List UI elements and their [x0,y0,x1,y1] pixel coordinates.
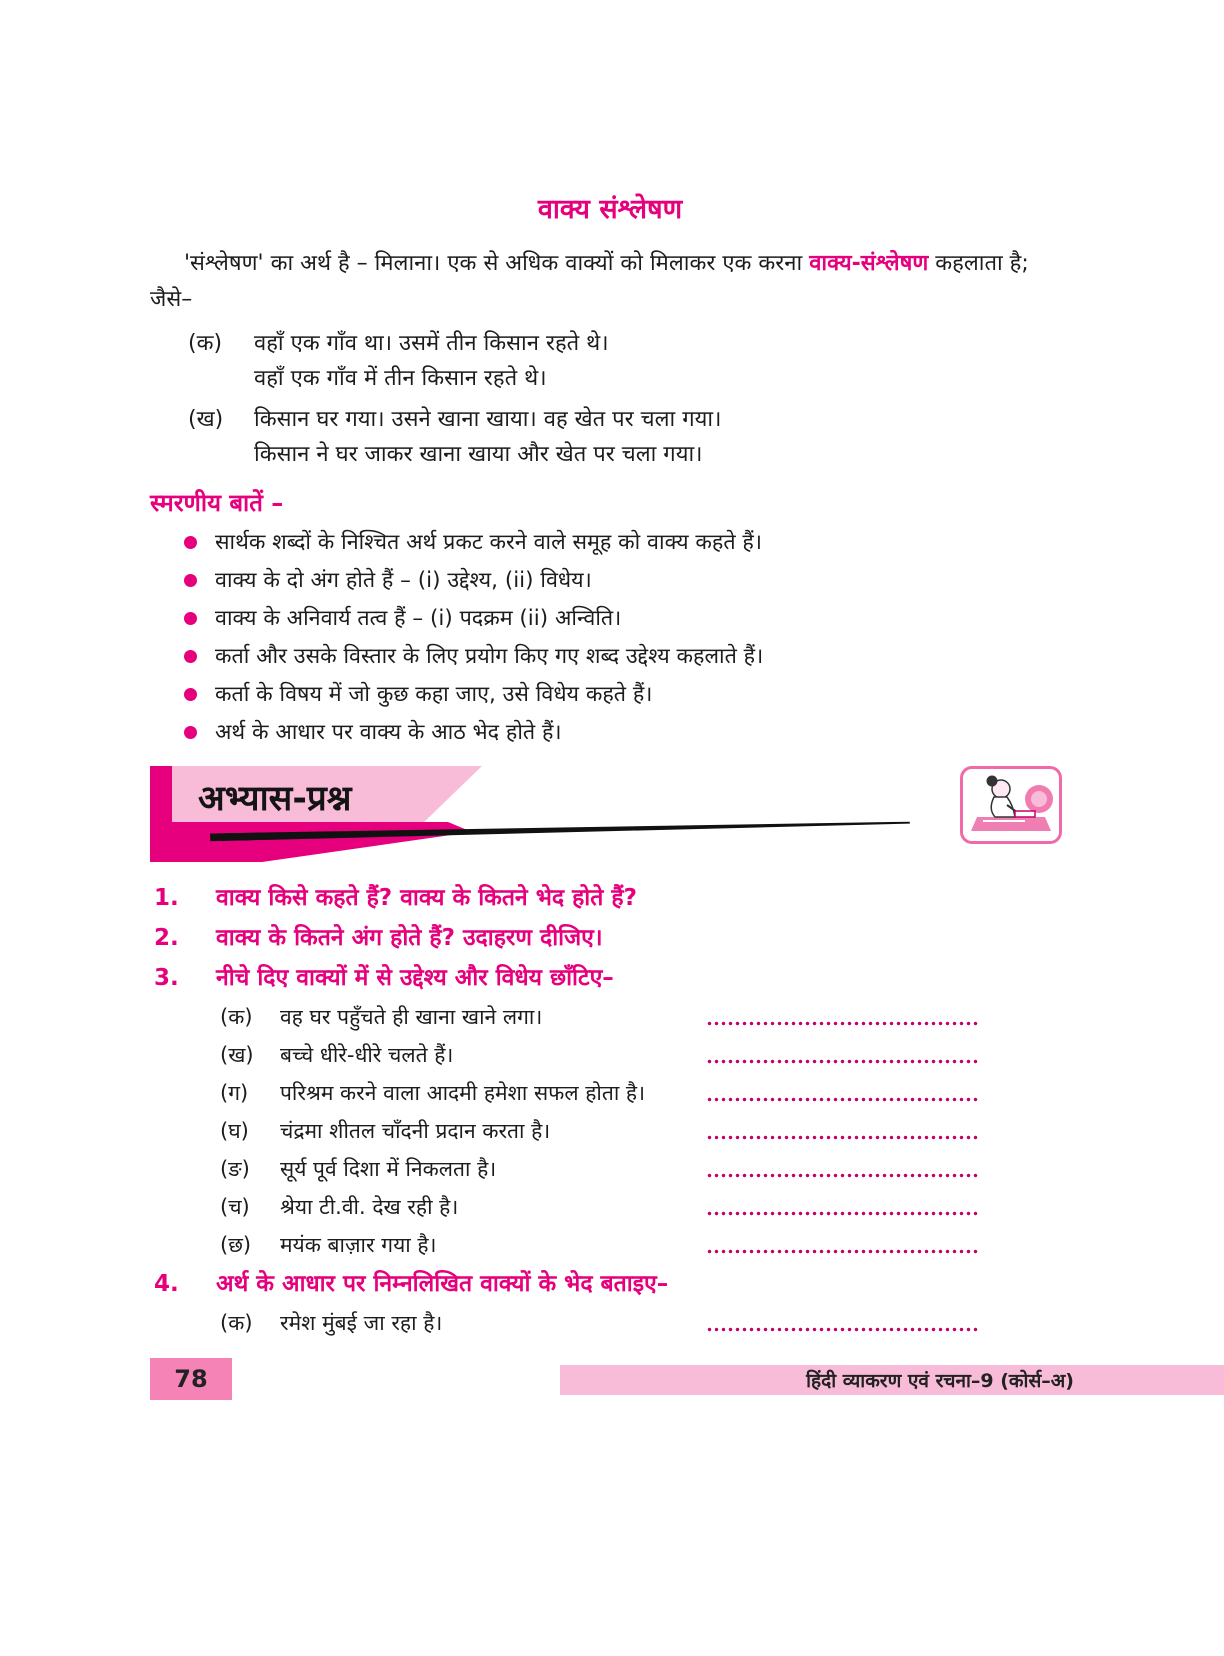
subquestion-row [150,1192,1070,1222]
memorable-point-text: सार्थक शब्दों के निश्चित अर्थ प्रकट करने वाले समूह को वाक्य कहते हैं। [215,530,762,555]
example-item [150,326,1070,396]
bullet-icon [184,612,197,625]
footer-book-title-bar: हिंदी व्याकरण एवं रचना–9 (कोर्स–अ) [560,1365,1224,1395]
subquestion-row [150,1002,1070,1032]
subquestion-label: (छ) [220,1233,252,1257]
question-number: 1. [154,885,179,911]
subquestion-row [150,1230,1070,1260]
banner-magenta-shape [172,822,472,862]
subquestion-row [150,1078,1070,1108]
question-text: नीचे दिए वाक्यों में से उद्देश्य और विधेय छाँटिए– [216,965,614,991]
memorable-point-text: कर्ता के विषय में जो कुछ कहा जाए, उसे विधेय कहते हैं। [215,682,653,707]
answer-dotted-line [706,1207,978,1217]
intro-pre: 'संश्लेषण' का अर्थ है – मिलाना। एक से अधिक वाक्यों को मिलाकर एक करना [184,251,810,276]
exercise-banner [150,766,1070,864]
answer-dotted-line [706,1245,978,1255]
intro-line2: जैसे– [150,287,193,312]
bullet-icon [184,574,197,587]
answer-dotted-line [706,1169,978,1179]
answer-dotted-line [706,1323,978,1333]
subquestion-label: (ख) [220,1043,254,1067]
subquestion-text: बच्चे धीरे-धीरे चलते हैं। [280,1043,454,1067]
memorable-point-text: वाक्य के अनिवार्य तत्व हैं – (i) पदक्रम (ii) अन्विति। [215,606,622,631]
bullet-icon [184,650,197,663]
memorable-point [150,604,1070,634]
memorable-point-text: अर्थ के आधार पर वाक्य के आठ भेद होते हैं। [215,720,562,745]
memorable-point-text: कर्ता और उसके विस्तार के लिए प्रयोग किए गए शब्द उद्देश्य कहलाते हैं। [215,644,764,669]
question-number: 3. [154,965,179,991]
answer-dotted-line [706,1131,978,1141]
subquestion-label: (घ) [220,1119,249,1143]
memorable-point [150,528,1070,558]
intro-highlight: वाक्य-संश्लेषण [809,251,929,276]
example-lines [254,326,1070,396]
bullet-icon [184,688,197,701]
example-line: किसान घर गया। उसने खाना खाया। वह खेत पर चला गया। [254,407,722,432]
memorable-heading: स्मरणीय बातें – [150,489,284,517]
subquestion-text: रमेश मुंबई जा रहा है। [280,1311,443,1335]
bullet-icon [184,536,197,549]
page-content [150,0,1070,1338]
example-label: (ख) [188,407,224,432]
memorable-point [150,566,1070,596]
answer-dotted-line [706,1093,978,1103]
question-row [150,922,1070,954]
subquestion-row [150,1040,1070,1070]
question-number: 2. [154,925,179,951]
writing-girl-icon [963,769,1059,841]
example-line: वहाँ एक गाँव था। उसमें तीन किसान रहते थे। [254,331,609,356]
banner-left-bar [150,766,172,862]
subquestion-text: परिश्रम करने वाला आदमी हमेशा सफल होता है। [280,1081,646,1105]
exercise-banner-title: अभ्यास-प्रश्न [198,779,352,819]
question-text: अर्थ के आधार पर निम्नलिखित वाक्यों के भेद बताइए– [216,1271,669,1297]
question-row [150,962,1070,994]
memorable-point-text: वाक्य के दो अंग होते हैं – (i) उद्देश्य, (ii) विधेय। [215,568,592,593]
questions-section [150,882,1070,1338]
example-line: किसान ने घर जाकर खाना खाया और खेत पर चला गया। [254,442,703,467]
answer-dotted-line [706,1055,978,1065]
subquestion-row [150,1154,1070,1184]
example-label: (क) [188,331,223,356]
answer-dotted-line [706,1017,978,1027]
bullet-icon [184,726,197,739]
subquestion-text: चंद्रमा शीतल चाँदनी प्रदान करता है। [280,1119,551,1143]
question-number: 4. [154,1271,179,1297]
question-text: वाक्य किसे कहते हैं? वाक्य के कितने भेद होते हैं? [216,885,637,911]
subquestion-text: श्रेया टी.वी. देख रही है। [280,1195,459,1219]
subquestion-label: (क) [220,1005,253,1029]
subquestion-row [150,1308,1070,1338]
page-number-box: 78 [150,1358,232,1400]
subquestion-label: (ङ) [220,1157,250,1181]
example-item [150,402,1070,472]
memorable-point [150,642,1070,672]
subquestion-row [150,1116,1070,1146]
page-title: वाक्य संश्लेषण [537,194,683,225]
subquestion-text: मयंक बाज़ार गया है। [280,1233,437,1257]
subquestion-text: सूर्य पूर्व दिशा में निकलता है। [280,1157,497,1181]
page-footer [0,1358,1224,1402]
intro-paragraph [150,246,1070,318]
question-row [150,1268,1070,1300]
example-lines [254,402,1070,472]
question-row [150,882,1070,914]
memorable-point [150,680,1070,710]
memorable-point [150,718,1070,748]
subquestion-label: (क) [220,1311,253,1335]
subquestion-label: (ग) [220,1081,249,1105]
writing-girl-illustration [960,766,1062,844]
subquestion-text: वह घर पहुँचते ही खाना खाने लगा। [280,1005,543,1029]
intro-post: कहलाता है; [928,251,1029,276]
question-text: वाक्य के कितने अंग होते हैं? उदाहरण दीजिए। [216,925,603,951]
example-line: वहाँ एक गाँव में तीन किसान रहते थे। [254,366,547,391]
subquestion-label: (च) [220,1195,250,1219]
